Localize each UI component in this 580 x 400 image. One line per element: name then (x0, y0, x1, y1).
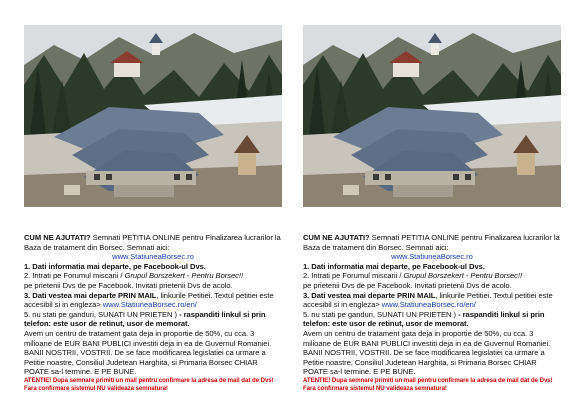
intro-text: Semnati PETITIA ONLINE pentru Finalizarea lucrarilor la Baza de tratament din Borsec. Semnati aici: (303, 233, 560, 252)
step-5 (24, 310, 282, 329)
flyer-left (24, 25, 282, 397)
spa-building-photo (24, 25, 282, 207)
step-3-bold: 3. Dati vestea mai departe PRIN MAIL (24, 290, 157, 300)
step-5-bold: - raspanditi linkul si prin telefon: este usor de retinut, usor de memorat. (24, 309, 266, 329)
group-name: Grupul Borszekert - Pentru Borsec!! (401, 271, 523, 281)
step-3-text: , linkurile Petitiei. Textul petitiei este accesibil si in engleza> (303, 290, 553, 310)
step-1: 1. Dati informatia mai departe, pe Facebook-ul Dvs. (303, 261, 485, 271)
spa-building-photo (303, 25, 561, 207)
site-link[interactable]: www.StatiuneaBorsec.ro (391, 252, 473, 262)
step-2 (24, 271, 282, 290)
body-paragraph: Avem un centru de tratament gata deja in proportie de 50%, cu cca. 3 milioane de EUR BANI PUBLICI investiti deja in ea de Guvernul Romaniei. BANII NOSTRII, VOSTRII. De se face modificarea legislatiei ca urmare a Petitie noastre, Consiliul Judetean Harghita, si Primaria Borsec CHIAR POATE sa-l termine. E PE BUNE. (303, 328, 551, 377)
group-name: Grupul Borszekert - Pentru Borsec!! (122, 271, 244, 281)
step-3-bold: 3. Dati vestea mai departe PRIN MAIL (303, 290, 436, 300)
heading: CUM NE AJUTATI? (24, 233, 91, 242)
english-link[interactable]: www.StatiuneaBorsec.ro/en/ (102, 300, 197, 310)
intro-text: Semnati PETITIA ONLINE pentru Finalizarea lucrarilor la Baza de tratament din Borsec. Semnati aici: (24, 233, 281, 252)
step-5 (303, 310, 561, 329)
flyer-text (303, 233, 561, 392)
body-paragraph: Avem un centru de tratament gata deja in proportie de 50%, cu cca. 3 milioane de EUR BANI PUBLICI investiti deja in ea de Guvernul Romaniei. BANII NOSTRII, VOSTRII. De se face modificarea legislatiei ca urmare a Petitie noastre, Consiliul Judetean Harghita, si Primaria Borsec CHIAR POATE sa-l termine. E PE BUNE. (24, 328, 272, 377)
step-5-bold: - raspanditi linkul si prin telefon: este usor de retinut, usor de memorat. (303, 309, 545, 329)
intro-paragraph (303, 233, 561, 252)
warning-note: ATENTIE! Dupa semnare primiti un mail pentru confirmare la adresa de mail dat de Dvs! Fara confirmare sistemul NU valideaza semnatura! (24, 376, 274, 392)
step-5-text: 5. nu stati pe ganduri, SUNATI UN PRIETEN ) (24, 309, 178, 319)
warning-note: ATENTIE! Dupa semnare primiti un mail pentru confirmare la adresa de mail dat de Dvs! Fara confirmare sistemul NU valideaza semnatura! (303, 376, 553, 392)
step-2-text: 2. Intrati pe Forumul miscarii / (303, 271, 402, 281)
step-2 (303, 271, 561, 290)
english-link[interactable]: www.StatiuneaBorsec.ro/en/ (381, 300, 476, 310)
step-2-text-b: pe prietenii Dvs de pe Facebook. Invitati prietenii Dvs de acolo. (303, 280, 512, 290)
step-5-text: 5. nu stati pe ganduri, SUNATI UN PRIETEN ) (303, 309, 457, 319)
intro-paragraph (24, 233, 282, 252)
site-link[interactable]: www.StatiuneaBorsec.ro (112, 252, 194, 262)
step-3 (303, 291, 561, 310)
step-2-text-b: pe prietenii Dvs de pe Facebook. Invitati prietenii Dvs de acolo. (24, 280, 233, 290)
flyer-right (303, 25, 561, 397)
step-3 (24, 291, 282, 310)
step-1: 1. Dati informatia mai departe, pe Facebook-ul Dvs. (24, 261, 206, 271)
step-2-text: 2. Intrati pe Forumul miscarii / (24, 271, 123, 281)
heading: CUM NE AJUTATI? (303, 233, 370, 242)
step-3-text: , linkurile Petitiei. Textul petitiei este accesibil si in engleza> (24, 290, 274, 310)
flyer-text (24, 233, 282, 392)
